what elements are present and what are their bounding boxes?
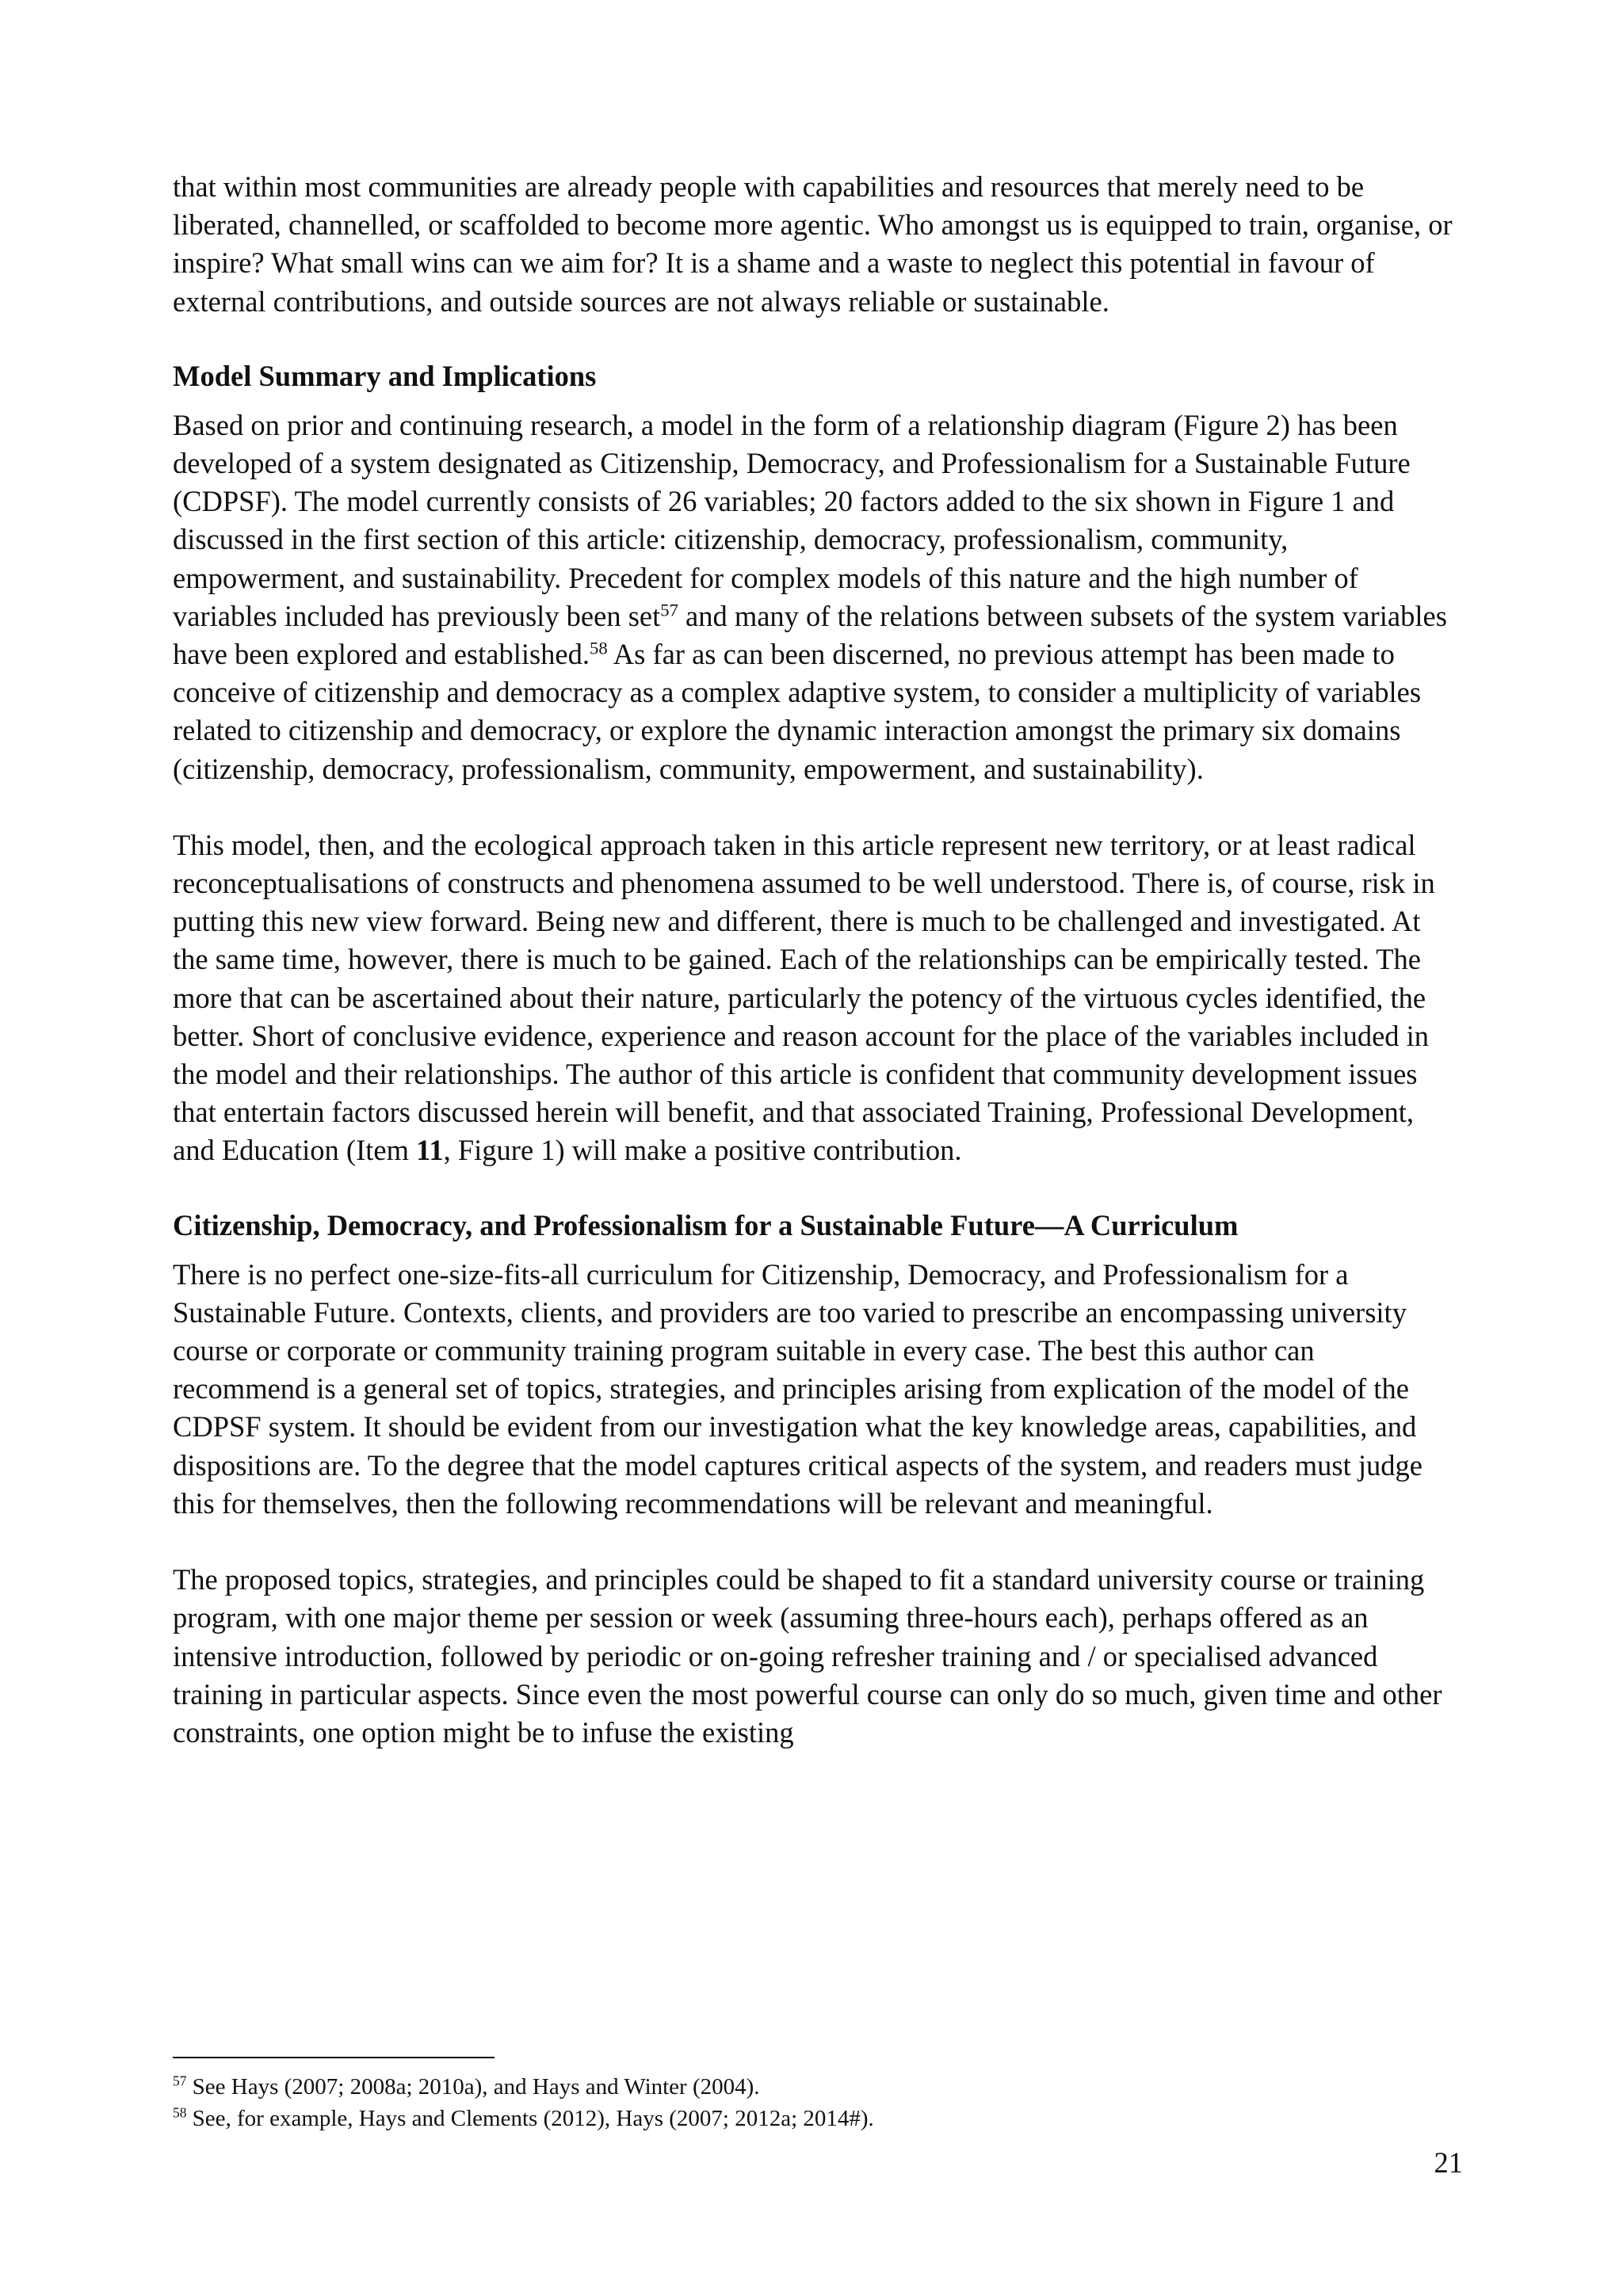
item-number-bold: 11 — [416, 1134, 444, 1167]
paragraph-curriculum-2: The proposed topics, strategies, and principles could be shaped to fit a standard university course or training program, with one major theme per session or week (assuming three-hours each), perhaps offered as an intensive introduction, followed by periodic or on-going refresher training and / or specialised advanced training in particular aspects. Since even the most powerful course can only do so much, given time and other constraints, one option might be to infuse the existing — [173, 1563, 1442, 1749]
footnote-text: See, for example, Hays and Clements (2012), Hays (2007; 2012a; 2014#). — [186, 2106, 874, 2131]
paragraph-model-2-part-b: , Figure 1) will make a positive contribution. — [443, 1134, 962, 1167]
page-body — [173, 168, 1457, 1752]
footnote-ref-58[interactable]: 58 — [590, 638, 608, 658]
heading-model-summary: Model Summary and Implications — [173, 359, 597, 392]
footnote-text: See Hays (2007; 2008a; 2010a), and Hays and Winter (2004). — [186, 2074, 760, 2100]
footnote-58 — [173, 2103, 1457, 2134]
paragraph-model-1-part-a: Based on prior and continuing research, a model in the form of a relationship diagram (Figure 2) has been developed of a system designated as Citizenship, Democracy, and Professionalism for a Sustainable Future (CDPSF). The model currently consists of 26 variables; 20 factors added to the six shown in Figure 1 and discussed in the first section of this article: citizenship, democracy, professionalism, community, empowerment, and sustainability. Precedent for complex models of this nature and the high number of variables included has previously been set — [173, 408, 1411, 632]
paragraph-model-1-part-b: and many of the relations between subsets of the system variables have been explored and established. — [173, 599, 1447, 671]
footnote-number: 57 — [173, 2073, 187, 2089]
footnote-57 — [173, 2071, 1457, 2103]
paragraph-model-1 — [173, 406, 1457, 788]
page-number: 21 — [1434, 2146, 1463, 2179]
paragraph-model-2-part-a: This model, then, and the ecological approach taken in this article represent new territory, or at least radical reconceptualisations of constructs and phenomena assumed to be well understood. There is, of course, risk in putting this new view forward. Being new and different, there is much to be challenged and investigated. At the same time, however, there is much to be gained. Each of the relationships can be empirically tested. The more that can be ascertained about their nature, particularly the potency of the virtuous cycles identified, the better. Short of conclusive evidence, experience and reason account for the place of the variables included in the model and their relationships. The author of this article is confident that community development issues that entertain factors discussed herein will benefit, and that associated Training, Professional Development, and Education (Item — [173, 828, 1435, 1167]
footnote-number: 58 — [173, 2104, 187, 2121]
heading-curriculum: Citizenship, Democracy, and Professionalism for a Sustainable Future—A Curriculum — [173, 1208, 1239, 1241]
paragraph-model-1-part-c: As far as can been discerned, no previous attempt has been made to conceive of citizenship and democracy as a complex adaptive system, to consider a multiplicity of variables related to citizenship and democracy, or explore the dynamic interaction amongst the primary six domains (citizenship, democracy, professionalism, community, empowerment, and sustainability). — [173, 638, 1422, 785]
paragraph-curriculum-1: There is no perfect one-size-fits-all curriculum for Citizenship, Democracy, and Professionalism for a Sustainable Future. Contexts, clients, and providers are too varied to prescribe an encompassing university course or corporate or community training program suitable in every case. The best this author can recommend is a general set of topics, strategies, and principles arising from explication of the model of the CDPSF system. It should be evident from our investigation what the key knowledge areas, capabilities, and dispositions are. To the degree that the model captures critical aspects of the system, and readers must judge this for themselves, then the following recommendations will be relevant and meaningful. — [173, 1257, 1423, 1520]
paragraph-intro: that within most communities are already people with capabilities and resources that merely need to be liberated, channelled, or scaffolded to become more agentic. Who amongst us is equipped to train, organise, or inspire? What small wins can we aim for? It is a shame and a waste to neglect this potential in favour of external contributions, and outside sources are not always reliable or sustainable. — [173, 170, 1453, 318]
paragraph-model-2 — [173, 826, 1457, 1170]
footnote-separator — [173, 2057, 495, 2058]
footnote-ref-57[interactable]: 57 — [660, 600, 678, 620]
footnotes — [173, 2071, 1457, 2134]
